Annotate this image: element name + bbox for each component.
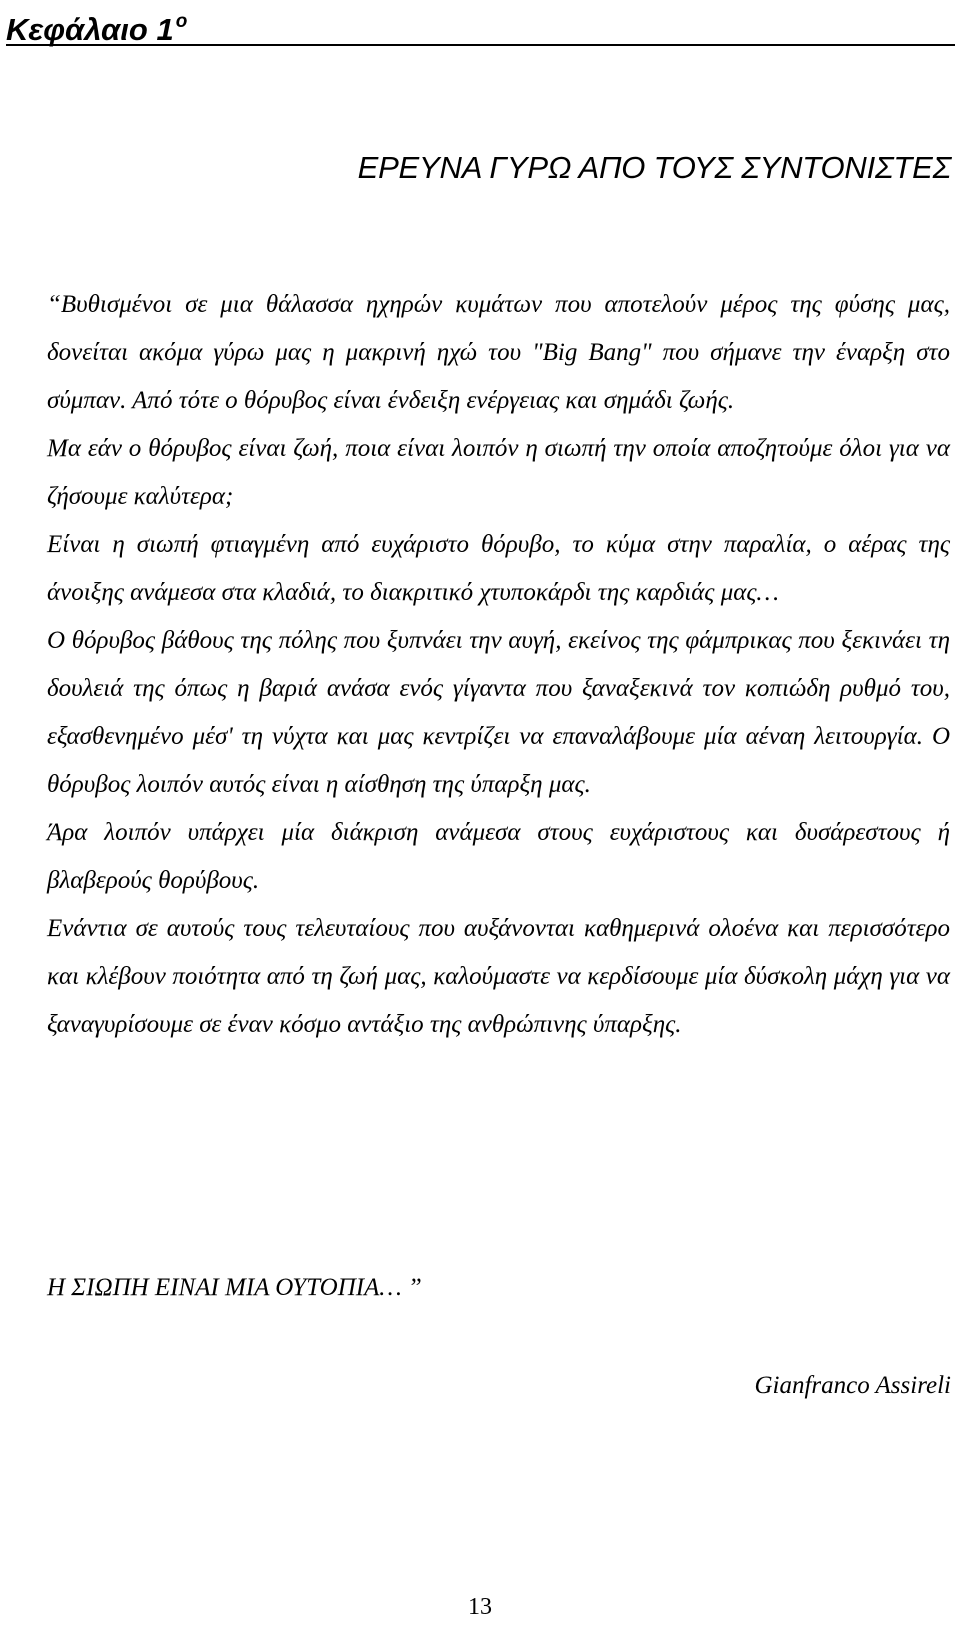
paragraph: Μα εάν ο θόρυβος είναι ζωή, ποια είναι λοιπόν η σιωπή την οποία αποζητούμε όλοι για να ζήσουμε καλύτερα; (47, 435, 950, 510)
paragraph: “Βυθισμένοι σε μια θάλασσα ηχηρών κυμάτων που αποτελούν μέρος της φύσης μας, δονείται ακόμα γύρω μας η μακρινή ηχώ του "Big Bang" που σήμανε την έναρξη στο σύμπαν. Από τότε ο θόρυβος είναι ένδειξη ενέργειας και σημάδι ζωής. (47, 291, 950, 414)
author-signature: Gianfranco Assireli (754, 1372, 951, 1399)
quote-body (47, 281, 950, 1049)
chapter-header (6, 2, 955, 46)
paragraph: Άρα λοιπόν υπάρχει μία διάκριση ανάμεσα στους ευχάριστους και δυσάρεστους ή βλαβερούς θορύβους. (47, 819, 950, 894)
chapter-title-text: Κεφάλαιο 1 (6, 12, 174, 47)
chapter-title (6, 4, 187, 48)
chapter-title-superscript: ο (175, 11, 188, 32)
paragraph: Είναι η σιωπή φτιαγμένη από ευχάριστο θόρυβο, το κύμα στην παραλία, ο αέρας της άνοιξης ανάμεσα στα κλαδιά, το διακριτικό χτυποκάρδι της καρδιάς μας… (47, 531, 950, 606)
paragraph: Ο θόρυβος βάθους της πόλης που ξυπνάει την αυγή, εκείνος της φάμπρικας που ξεκινάει τη δουλειά της όπως η βαριά ανάσα ενός γίγαντα που ξαναξεκινά τον κοπιώδη ρυθμό του, εξασθενημένο μέσ' τη νύχτα και μας κεντρίζει να επαναλάβουμε μία αέναη λειτουργία. Ο θόρυβος λοιπόν αυτός είναι η αίσθηση της ύπαρξη μας. (47, 627, 950, 798)
closing-line: Η ΣΙΩΠΗ ΕΙΝΑΙ ΜΙΑ ΟΥΤΟΠΙΑ… ” (47, 1274, 422, 1301)
page-number: 13 (468, 1594, 492, 1620)
paragraph: Ενάντια σε αυτούς τους τελευταίους που αυξάνονται καθημερινά ολοένα και περισσότερο και κλέβουν ποιότητα από τη ζωή μας, καλούμαστε να κερδίσουμε μία δύσκολη μάχη για να ξαναγυρίσουμε σε έναν κόσμο αντάξιο της ανθρώπινης ύπαρξης. (47, 915, 950, 1038)
section-title: ΕΡΕΥΝΑ ΓΥΡΩ ΑΠΟ ΤΟΥΣ ΣΥΝΤΟΝΙΣΤΕΣ (357, 150, 951, 185)
